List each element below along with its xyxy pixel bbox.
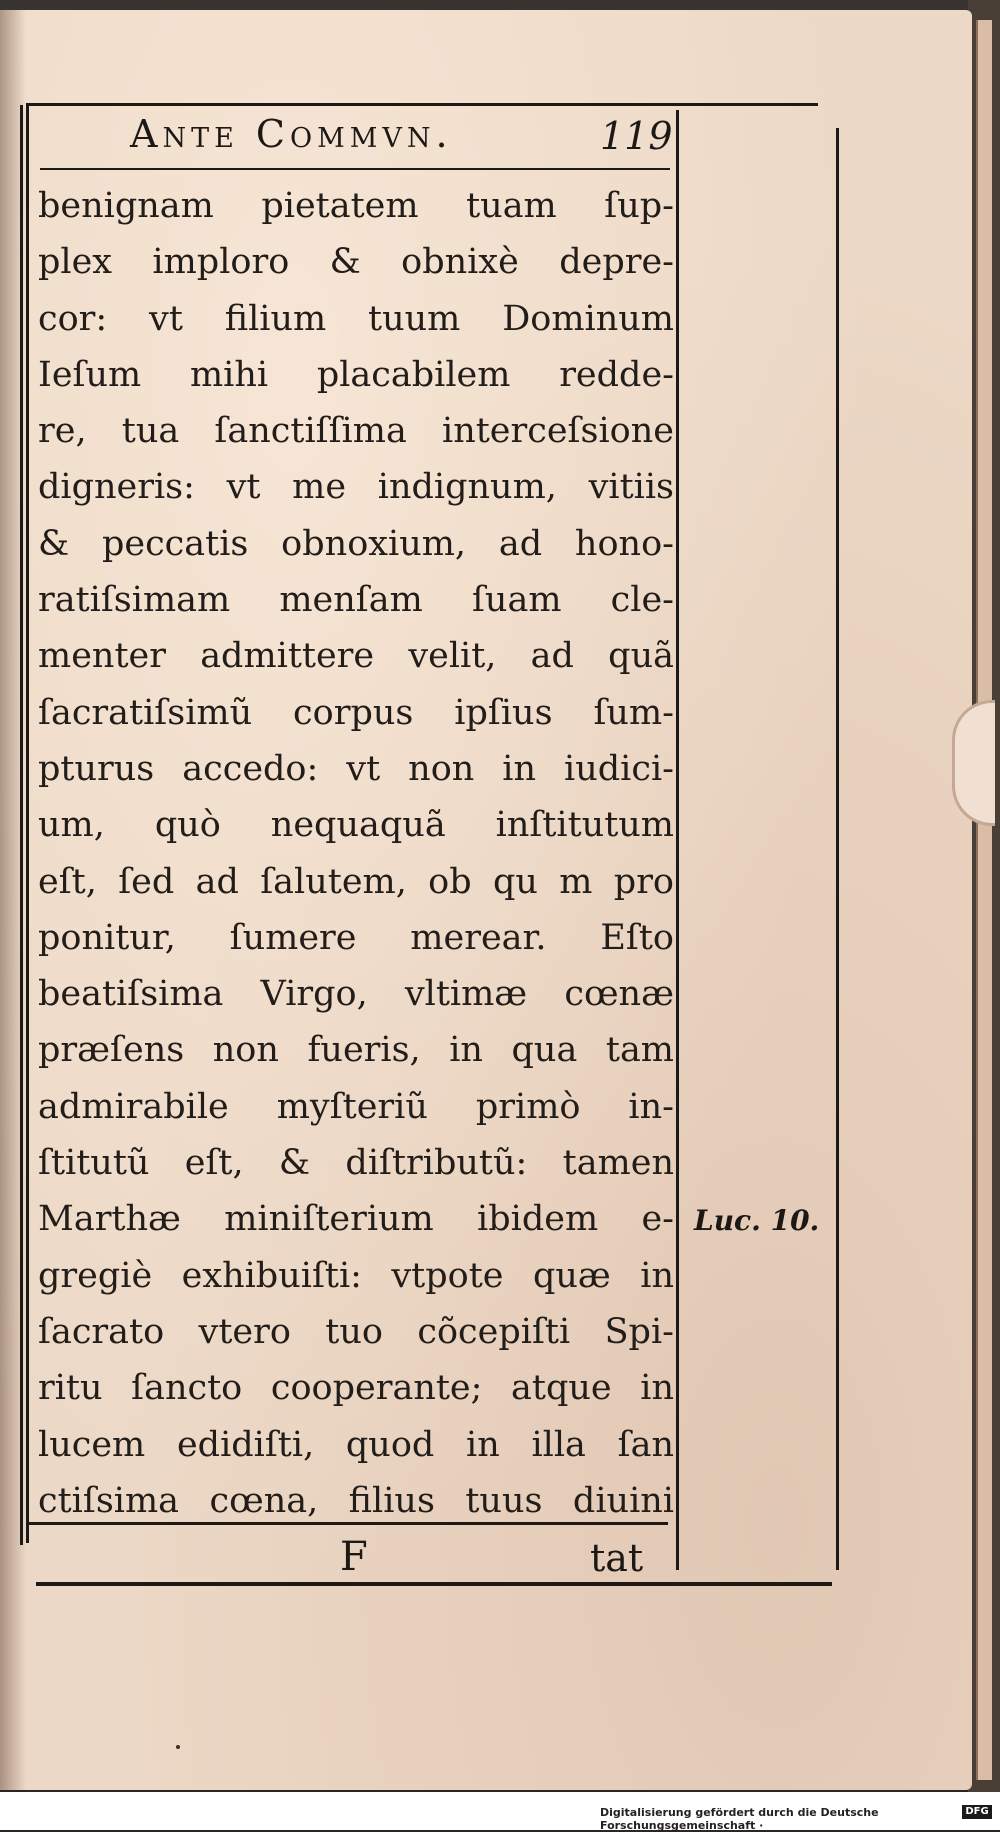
text-line: ctiſsima cœna, filius tuus diuini — [38, 1480, 674, 1521]
text-line: plex imploro & obnixè depre- — [38, 242, 674, 283]
text-line: pturus accedo: vt non in iudici- — [38, 748, 674, 789]
text-line: præſens non fueris, in qua tam — [38, 1030, 674, 1071]
signature-mark: F — [340, 1534, 368, 1580]
text-line: & peccatis obnoxium, ad hono- — [38, 523, 674, 564]
page-number: 119 — [600, 114, 673, 158]
text-line: beatiſsima Virgo, vltimæ cœnæ — [38, 974, 674, 1015]
book-edge — [976, 20, 992, 1780]
text-line: um, quò nequaquã inſtitutum — [38, 805, 674, 846]
frame-rule-left — [26, 103, 29, 1543]
gutter-line — [20, 105, 23, 1545]
frame-rule-text-right — [676, 110, 679, 1570]
text-block — [38, 178, 674, 1529]
running-head — [60, 108, 680, 164]
digitization-credit: Digitalisierung gefördert durch die Deutsche Forschungsgemeinschaft · — [600, 1806, 879, 1832]
header-rule — [40, 168, 670, 170]
text-line: cor: vt filium tuum Dominum — [38, 298, 674, 339]
text-line: Ieſum mihi placabilem redde- — [38, 354, 674, 395]
text-line: menter admittere velit, ad quã — [38, 636, 674, 677]
text-line: benignam pietatem tuam ſup- — [38, 186, 674, 226]
text-line: ſacrato vtero tuo cõcepiſti Spi- — [38, 1311, 674, 1352]
frame-rule-margin-right — [836, 128, 839, 1570]
text-line: ratiſsimam menſam ſuam cle- — [38, 580, 674, 621]
text-line: Marthæ miniſterium ibidem e- — [38, 1199, 674, 1240]
text-line: gregiè exhibuiſti: vtpote quæ in — [38, 1255, 674, 1296]
marginal-note: Luc. 10. — [694, 1204, 820, 1237]
text-line: digneris: vt me indignum, vitiis — [38, 467, 674, 508]
text-line: ſtitutũ eſt, & diſtributũ: tamen — [38, 1143, 674, 1184]
running-head-title: Ante Commvn. — [130, 112, 453, 156]
text-line: re, tua ſanctiſſima interceſsione — [38, 411, 674, 452]
dfg-logo: DFG — [962, 1805, 992, 1819]
text-line: admirabile myſteriũ primò in- — [38, 1086, 674, 1127]
ink-speck — [176, 1745, 180, 1749]
text-line: ſacratiſsimũ corpus ipſius ſum- — [38, 692, 674, 733]
frame-rule-bottom — [36, 1582, 832, 1586]
catchword: tat — [590, 1536, 644, 1580]
text-line: ponitur, ſumere merear. Eſto — [38, 917, 674, 958]
page-thumb-cut — [952, 700, 995, 826]
text-line: eſt, ſed ad ſalutem, ob qu m pro — [38, 861, 674, 902]
frame-rule-top — [26, 103, 818, 106]
text-line: lucem edidiſti, quod in illa ſan — [38, 1424, 674, 1465]
text-line: ritu ſancto cooperante; atque in — [38, 1368, 674, 1409]
